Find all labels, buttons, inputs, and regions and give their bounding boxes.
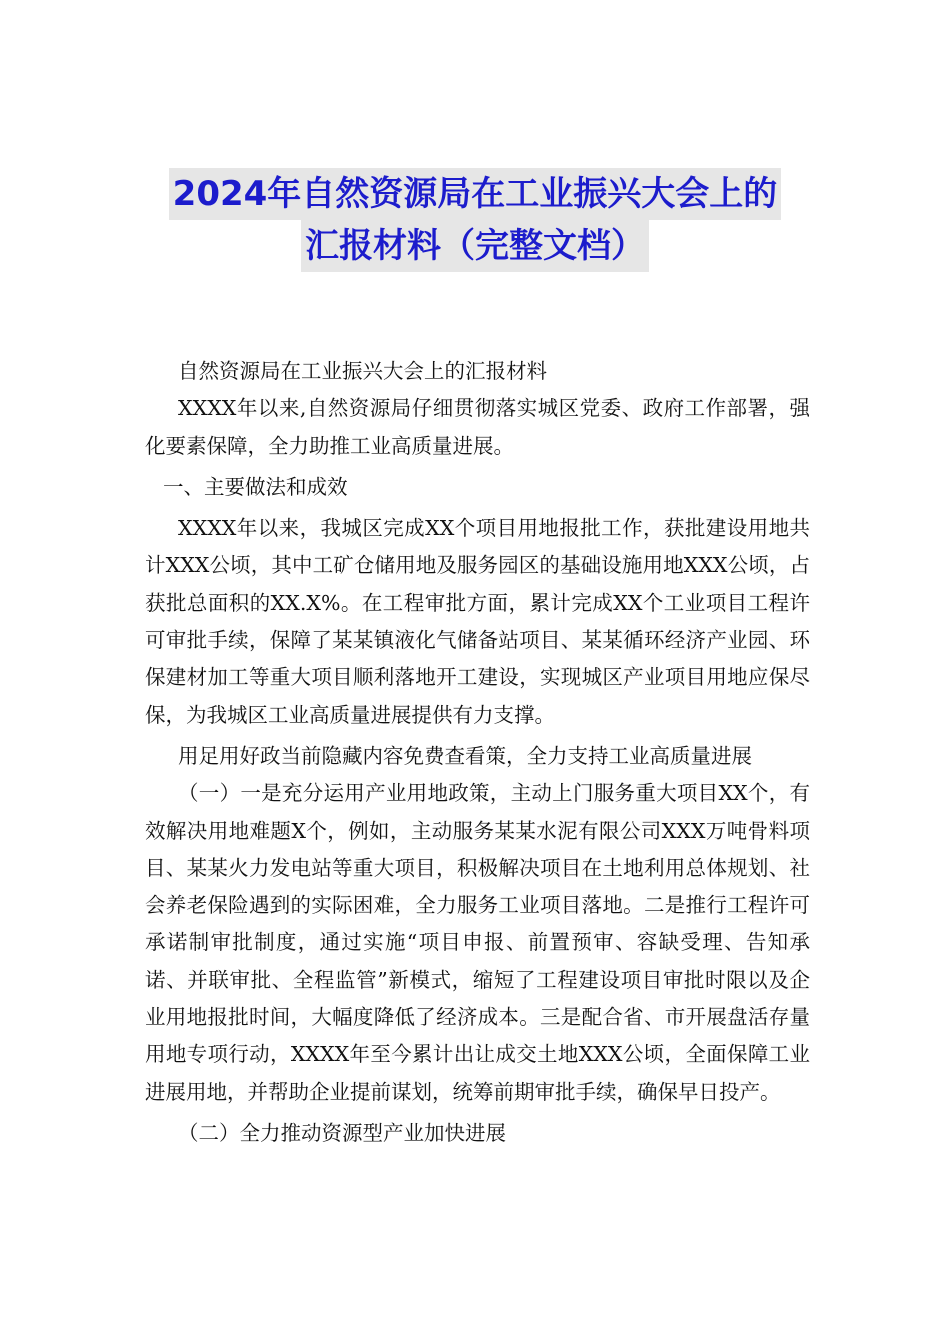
paragraph-policy-detail: （一）一是充分运用产业用地政策，主动上门服务重大项目XX个，有效解决用地难题X个，例如，主动服务某某水泥有限公司XXX万吨骨料项目、某某火力发电站等重大项目，积极解决项目在土地利用总体规划、社会养老保险遇到的实际困难，全力服务工业项目落地。二是推行工程许可承诺制审批制度，通过实施“项目申报、前置预审、容缺受理、告知承诺、并联审批、全程监管”新模式，缩短了工程建设项目审批时限以及企业用地报批时间，大幅度降低了经济成本。三是配合省、市开展盘活存量用地专项行动，XXXX年至今累计出让成交土地XXX公顷，全面保障工业进展用地，并帮助企业提前谋划，统筹前期审批手续，确保早日投产。 (145, 781, 810, 1104)
document-body (145, 353, 810, 1152)
title-line-2: 汇报材料（完整文档） (301, 220, 649, 272)
title-line-1: 2024年自然资源局在工业振兴大会上的 (169, 168, 782, 220)
paragraph-intro: XXXX年以来,自然资源局仔细贯彻落实城区党委、政府工作部署，强化要素保障，全力助推工业高质量进展。 (145, 396, 810, 458)
paragraph-achievements: XXXX年以来，我城区完成XX个项目用地报批工作，获批建设用地共计XXX公顷，其中工矿仓储用地及服务园区的基础设施用地XXX公顷，占获批总面积的XX.X%。在工程审批方面，累计完成XX个工业项目工程许可审批手续，保障了某某镇液化气储备站项目、某某循环经济产业园、环保建材加工等重大项目顺利落地开工建设，实现城区产业项目用地应保尽保，为我城区工业高质量进展提供有力支撑。 (145, 516, 810, 727)
section-heading-1: 一、主要做法和成效 (163, 474, 348, 499)
paragraph-policy-heading: 用足用好政当前隐藏内容免费查看策，全力支持工业高质量进展 (178, 743, 752, 768)
paragraph-subtitle: 自然资源局在工业振兴大会上的汇报材料 (178, 359, 547, 383)
document-title (0, 168, 950, 272)
section-heading-2: （二）全力推动资源型产业加快进展 (178, 1120, 506, 1145)
